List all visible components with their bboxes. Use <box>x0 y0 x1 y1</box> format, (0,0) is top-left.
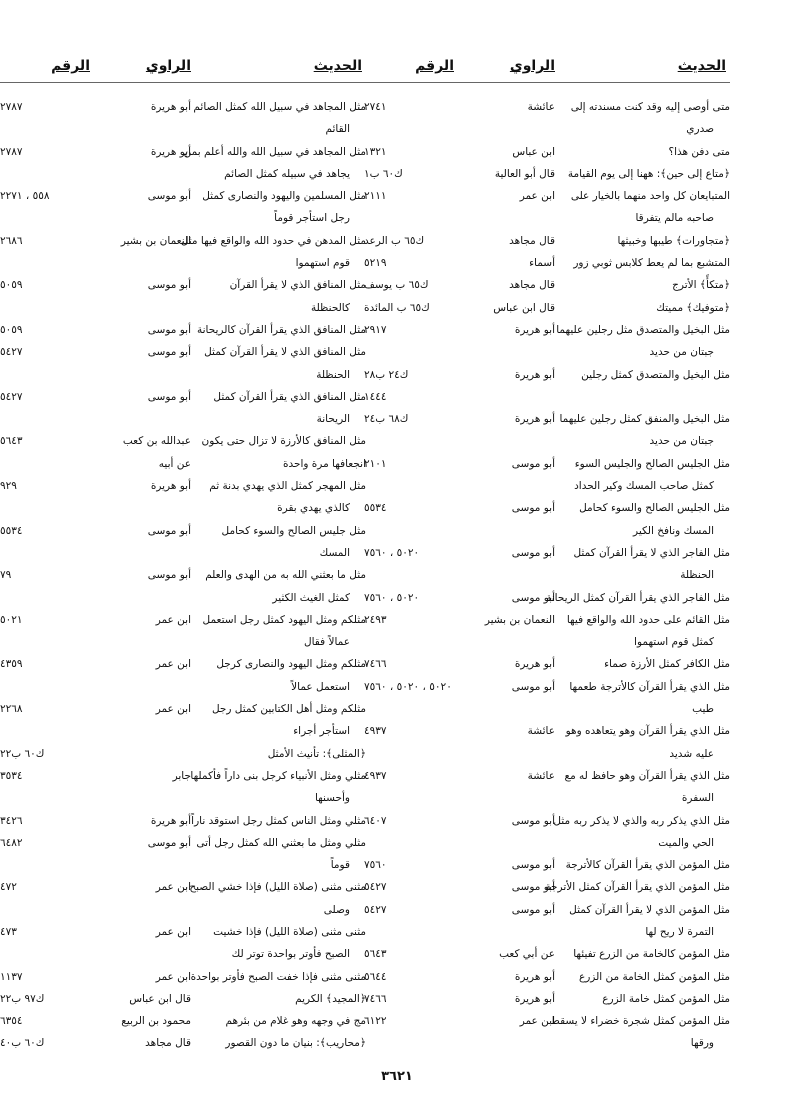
reference-number: ٧٥٦٠ <box>364 859 387 872</box>
hadith-text: ﴿متوفيك﴾ مميتك <box>656 301 730 314</box>
reference-number: ٥٦٤٤ <box>364 970 387 983</box>
index-entry <box>362 97 730 119</box>
hadith-text: مثل المهجر كمثل الذي يهدي بدنة ثم <box>209 480 366 493</box>
index-entry <box>362 744 730 766</box>
hadith-text: الحنظلة <box>680 569 714 582</box>
narrator-name: أبو موسى <box>147 569 191 582</box>
narrator-name: عن أبيه <box>158 457 191 470</box>
hadith-text: كالحنظلة <box>310 301 350 314</box>
hadith-text: مثل الفاجر الذي يقرأ القرآن كمثل الريحانة <box>546 591 730 604</box>
index-entry <box>0 320 366 342</box>
index-entry <box>362 342 730 364</box>
hadith-text: مثل المؤمن كالخامة من الزرع تفيئها <box>573 948 730 961</box>
hadith-text: مثلي ومثل الناس كمثل رجل استوقد ناراً <box>191 814 366 827</box>
index-entry <box>0 231 366 253</box>
narrator-name: عن أبي كعب <box>499 948 555 961</box>
index-entry <box>362 454 730 476</box>
hadith-text: وأحسنها <box>314 792 350 805</box>
index-entry <box>0 766 366 788</box>
reference-number: ٥٤٢٧ <box>0 390 23 403</box>
narrator-name: أبو هريرة <box>514 970 555 983</box>
hadith-text: ﴿محاريب﴾: بنيان ما دون القصور <box>225 1037 366 1050</box>
hadith-text: مثل المؤمن الذي لا يقرأ القرآن كمثل <box>569 903 730 916</box>
index-entry <box>362 632 730 654</box>
index-entry <box>0 744 366 766</box>
narrator-name: أبو موسى <box>147 190 191 203</box>
index-entry <box>0 119 366 141</box>
index-entry <box>362 476 730 498</box>
index-entry <box>0 253 366 275</box>
index-entry <box>0 855 366 877</box>
reference-number: ٧٩ <box>0 569 12 582</box>
index-entry <box>0 409 366 431</box>
index-entry <box>362 186 730 208</box>
header-number: الرقم <box>51 58 90 74</box>
narrator-name: أبو موسى <box>511 680 555 693</box>
index-entry <box>0 498 366 520</box>
hadith-text: مثل المنافق كالأرزة لا تزال حتى يكون <box>201 435 366 448</box>
hadith-text: وصلى <box>323 903 350 916</box>
index-entry <box>0 298 366 320</box>
column-header <box>0 58 366 82</box>
index-entry <box>0 387 366 409</box>
index-entry <box>362 989 730 1011</box>
narrator-name: عبدالله بن كعب <box>122 435 191 448</box>
reference-number: ك٦٠ ب٤٠ <box>0 1037 45 1050</box>
narrator-name: ابن عباس <box>512 145 555 158</box>
narrator-name: أبو موسى <box>511 502 555 515</box>
right-column <box>362 58 730 1056</box>
index-entry <box>0 164 366 186</box>
reference-number: ٢٧٤١ <box>364 101 387 113</box>
hadith-text: كالذي يهدي بقرة <box>277 502 350 515</box>
hadith-text: السفرة <box>681 792 714 805</box>
hadith-text: مثل المنافق الذي يقرأ القرآن كالريحانة <box>196 323 366 336</box>
narrator-name: قال مجاهد <box>509 279 555 292</box>
header-divider <box>0 82 366 83</box>
hadith-text: مثل المؤمن كمثل شجرة خضراء لا يسقط <box>550 1015 730 1028</box>
narrator-name: النعمان بن بشير <box>120 234 191 247</box>
reference-number: ٥٥٨ ، ٢٢٧١ <box>0 190 50 203</box>
index-entry <box>362 677 730 699</box>
reference-number: ٢٧٨٧ <box>0 145 23 158</box>
index-entry <box>0 1033 366 1055</box>
index-entry <box>0 699 366 721</box>
narrator-name: أبو موسى <box>511 546 555 559</box>
index-entry <box>362 521 730 543</box>
index-entry <box>0 342 366 364</box>
narrator-name: أسماء <box>529 257 555 270</box>
hadith-text: مثل القائم على حدود الله والواقع فيها <box>566 613 730 626</box>
index-entry <box>362 164 730 186</box>
narrator-name: أبو هريرة <box>514 992 555 1005</box>
hadith-text: مثل الذي يقرأ القرآن وهو حافظ له مع <box>564 769 730 782</box>
narrator-name: أبو موسى <box>511 881 555 894</box>
hadith-text: مثل الجليس الصالح والجليس السوء <box>574 457 730 470</box>
index-entry <box>0 610 366 632</box>
reference-number: ٧٤٦٦ <box>364 992 387 1005</box>
hadith-text: مثل المسلمين واليهود والنصارى كمثل <box>202 190 366 203</box>
hadith-text: ﴿المجيد﴾ الكريم <box>295 992 366 1005</box>
hadith-text: عليه شديد <box>669 747 714 760</box>
reference-number: ٦٤٨٢ <box>0 836 23 849</box>
index-entry <box>362 811 730 833</box>
hadith-text: مثل الكافر كمثل الأرزة صماء <box>604 658 730 671</box>
hadith-text: مثل جليس الصالح والسوء كحامل <box>221 524 366 537</box>
index-entry <box>0 1011 366 1033</box>
hadith-text: المسك <box>319 546 350 559</box>
hadith-text: مثنى مثنى (صلاة الليل) فإذا خشي الصبح <box>189 881 366 894</box>
hadith-text: مثل المنافق الذي يقرأ القرآن كمثل <box>213 390 366 403</box>
reference-number: ك٩٧ ب٢٢ <box>0 992 45 1005</box>
index-entry <box>0 365 366 387</box>
hadith-text: قوماً <box>330 859 350 872</box>
narrator-name: أبو موسى <box>147 390 191 403</box>
hadith-text: مثل البخيل والمتصدق كمثل رجلين <box>581 368 730 381</box>
hadith-text: مج في وجهه وهو غلام من بئرهم <box>225 1015 366 1028</box>
left-column <box>0 58 366 1056</box>
reference-number: ك٢٤ ب٢٨ <box>364 368 409 381</box>
index-entry <box>0 967 366 989</box>
reference-number: ٩٢٩ <box>0 480 17 493</box>
index-entry <box>0 521 366 543</box>
hadith-text: مثلي ومثل ما بعثني الله كمثل رجل أتى <box>196 836 366 849</box>
narrator-name: أبو هريرة <box>514 413 555 426</box>
index-entry <box>362 275 730 297</box>
index-entry <box>362 1033 730 1055</box>
index-entry <box>362 142 730 164</box>
index-entry <box>0 922 366 944</box>
index-entry <box>362 543 730 565</box>
hadith-text: ورقها <box>690 1037 714 1050</box>
index-entry <box>362 409 730 431</box>
index-entry <box>362 231 730 253</box>
hadith-text: رجل استأجر قوماً <box>274 212 350 225</box>
reference-number: ٥٢١٩ <box>364 257 387 270</box>
index-entry <box>362 922 730 944</box>
reference-number: ك٦٥ ب المائدة <box>364 301 430 314</box>
hadith-text: مثل المنافق الذي لا يقرأ القرآن <box>229 279 366 292</box>
hadith-text: مثلكم ومثل أهل الكتابين كمثل رجل <box>211 703 366 716</box>
index-entry <box>362 119 730 141</box>
reference-number: ٢٤٩٣ <box>364 613 387 626</box>
header-divider <box>362 82 730 83</box>
narrator-name: أبو موسى <box>511 859 555 872</box>
reference-number: ١٣٢١ <box>364 145 387 158</box>
hadith-text: مثل المجاهد في سبيل الله كمثل الصائم <box>193 101 366 113</box>
hadith-text: مثل البخيل والمتصدق مثل رجلين عليهما <box>556 323 730 336</box>
narrator-name: أبو موسى <box>511 457 555 470</box>
narrator-name: أبو هريرة <box>514 658 555 671</box>
reference-number: ٢١١١ <box>364 190 387 203</box>
reference-number: ٤٧٣ <box>0 925 17 938</box>
narrator-name: عائشة <box>527 101 555 113</box>
hadith-text: مثل الفاجر الذي لا يقرأ القرآن كمثل <box>573 546 730 559</box>
index-entry <box>0 543 366 565</box>
hadith-text: مثل الذي يذكر ربه والذي لا يذكر ربه مثل <box>553 814 730 827</box>
index-entry <box>362 498 730 520</box>
narrator-name: أبو هريرة <box>514 323 555 336</box>
index-entry <box>362 766 730 788</box>
narrator-name: النعمان بن بشير <box>484 613 555 626</box>
narrator-name: أبو موسى <box>147 279 191 292</box>
index-entry <box>0 811 366 833</box>
reference-number: ك٦٥ ب يوسف <box>364 279 429 292</box>
narrator-name: قال أبو العالية <box>494 167 555 180</box>
reference-number: ٢٦٨٦ <box>0 234 23 247</box>
reference-number: ٤٣٥٩ <box>0 658 23 671</box>
hadith-text: الصبح فأوتر بواحدة توتر لك <box>231 948 350 961</box>
narrator-name: أبو موسى <box>147 836 191 849</box>
narrator-name: قال ابن عباس <box>129 992 191 1005</box>
index-entry <box>0 833 366 855</box>
hadith-text: طيب <box>692 703 714 716</box>
hadith-text: انجعافها مرة واحدة <box>282 457 366 470</box>
narrator-name: أبو هريرة <box>150 145 191 158</box>
index-entry <box>0 721 366 743</box>
index-entry <box>362 788 730 810</box>
reference-number: ٥٦٤٣ <box>364 948 387 961</box>
hadith-text: كمثل قوم استهموا <box>634 636 714 649</box>
page-number: ٣٦٢١ <box>381 1069 413 1084</box>
reference-number: ٤٩٣٧ <box>364 769 387 782</box>
reference-number: ٦١٢٢ <box>364 1015 387 1028</box>
index-entry <box>362 877 730 899</box>
reference-number: ٣٤٢٦ <box>0 814 23 827</box>
reference-number: ٤٩٣٧ <box>364 725 387 738</box>
index-entry <box>0 476 366 498</box>
reference-number: ٥٤٢٧ <box>364 881 387 894</box>
hadith-text: متى دفن هذا؟ <box>668 145 730 158</box>
narrator-name: ابن عمر <box>155 881 191 894</box>
hadith-text: كمثل صاحب المسك وكير الحداد <box>574 480 714 493</box>
index-entry <box>362 565 730 587</box>
hadith-text: عمالاً فقال <box>303 636 350 649</box>
reference-number: ٥٠٥٩ <box>0 279 23 292</box>
hadith-text: مثل المنافق الذي لا يقرأ القرآن كمثل <box>204 346 366 359</box>
index-entry <box>362 721 730 743</box>
reference-number: ٣٥٣٤ <box>0 769 23 782</box>
hadith-text: كمثل الغيث الكثير <box>272 591 350 604</box>
hadith-text: الريحانة <box>316 413 350 426</box>
hadith-text: جبتان من حديد <box>649 435 714 448</box>
reference-number: ١٤٤٤ <box>364 390 387 403</box>
narrator-name: ابن عمر <box>519 1015 555 1028</box>
hadith-text: الحي والميت <box>658 836 714 849</box>
column-header <box>362 58 730 82</box>
reference-number: ٢١٠١ <box>364 457 387 470</box>
entry-list <box>362 97 730 1056</box>
narrator-name: أبو موسى <box>511 903 555 916</box>
narrator-name: أبو موسى <box>511 814 555 827</box>
narrator-name: محمود بن الربيع <box>121 1015 191 1028</box>
hadith-text: مثل البخيل والمنفق كمثل رجلين عليهما <box>559 413 730 426</box>
index-entry <box>362 855 730 877</box>
index-entry <box>0 588 366 610</box>
index-entry <box>362 833 730 855</box>
header-hadith: الحديث <box>677 58 726 74</box>
reference-number: ٢٢٦٨ <box>0 703 23 716</box>
index-entry <box>362 1011 730 1033</box>
index-entry <box>0 186 366 208</box>
index-entry <box>362 967 730 989</box>
index-entry <box>0 565 366 587</box>
index-entry <box>362 387 730 409</box>
hadith-text: استأجر أجراء <box>293 725 350 738</box>
reference-number: ك٦٠ ب١ <box>364 167 403 180</box>
reference-number: ٢٧٨٧ <box>0 101 23 113</box>
index-entry <box>362 900 730 922</box>
reference-number: ٥٠٢٠ ، ٧٥٦٠ <box>364 546 420 559</box>
hadith-text: مثلكم ومثل اليهود كمثل رجل استعمل <box>202 613 366 626</box>
narrator-name: ابن عمر <box>155 925 191 938</box>
index-entry <box>0 142 366 164</box>
index-entry <box>0 677 366 699</box>
hadith-text: مثنى مثنى (صلاة الليل) فإذا خشيت <box>213 925 366 938</box>
hadith-text: ﴿المثلى﴾: تأنيث الأمثل <box>267 747 366 760</box>
narrator-name: عائشة <box>527 769 555 782</box>
index-entry <box>0 900 366 922</box>
index-entry <box>0 275 366 297</box>
narrator-name: قال ابن عباس <box>493 301 555 314</box>
hadith-text: مثل المؤمن الذي يقرأ القرآن كالأترجة <box>565 859 730 872</box>
hadith-text: مثل المؤمن كمثل خامة الزرع <box>602 992 730 1005</box>
reference-number: ٥٤٢٧ <box>0 346 23 359</box>
hadith-text: المسك ونافخ الكير <box>633 524 714 537</box>
reference-number: ٧٤٦٦ <box>364 658 387 671</box>
reference-number: ٦٤٠٧ <box>364 814 387 827</box>
narrator-name: ابن عمر <box>155 613 191 626</box>
narrator-name: قال مجاهد <box>145 1037 191 1050</box>
narrator-name: ابن عمر <box>155 658 191 671</box>
narrator-name: جابر <box>172 769 191 782</box>
index-entry <box>362 320 730 342</box>
index-entry <box>0 632 366 654</box>
index-entry <box>0 989 366 1011</box>
entry-list <box>0 97 366 1056</box>
hadith-text: المتشبع بما لم يعط كلابس ثوبي زور <box>573 257 730 270</box>
hadith-text: متى أوصى إليه وقد كنت مسندته إلى <box>570 101 730 113</box>
index-entry <box>362 944 730 966</box>
hadith-text: مثل الذي يقرأ القرآن وهو يتعاهده وهو <box>565 725 730 738</box>
index-entry <box>0 788 366 810</box>
hadith-text: مثل الذي يقرأ القرآن كالأترجة طعمها <box>569 680 730 693</box>
index-entry <box>362 699 730 721</box>
index-entry <box>362 298 730 320</box>
hadith-text: قوم استهموا <box>295 257 350 270</box>
reference-number: ٥٥٣٤ <box>364 502 387 515</box>
narrator-name: عائشة <box>527 725 555 738</box>
hadith-text: ﴿متكأً﴾ الأترج <box>672 279 730 292</box>
header-narrator: الراوي <box>509 58 555 74</box>
index-entry <box>362 431 730 453</box>
index-entry <box>362 610 730 632</box>
hadith-text: مثل ما بعثني الله به من الهدى والعلم <box>205 569 366 582</box>
reference-number: ٥٠٢٠ ، ٥٠٢٠ ، ٧٥٦٠ <box>364 680 452 693</box>
reference-number: ٤٧٢ <box>0 881 17 894</box>
hadith-text: ﴿متاع إلى حين﴾: ههنا إلى يوم القيامة <box>567 167 730 180</box>
reference-number: ك٦٨ ب٢٤ <box>364 413 409 426</box>
narrator-name: أبو هريرة <box>514 368 555 381</box>
index-entry <box>0 877 366 899</box>
narrator-name: أبو موسى <box>511 591 555 604</box>
hadith-text: جبتان من حديد <box>649 346 714 359</box>
index-entry <box>362 588 730 610</box>
index-entry <box>362 253 730 275</box>
hadith-text: مثنى مثنى فإذا خفت الصبح فأوتر بواحدة <box>190 970 366 983</box>
narrator-name: أبو موسى <box>147 524 191 537</box>
index-entry <box>0 654 366 676</box>
reference-number: ك٦٠ ب٢٢ <box>0 747 45 760</box>
index-entry <box>362 208 730 230</box>
index-entry <box>0 431 366 453</box>
hadith-text: مثلكم ومثل اليهود والنصارى كرجل <box>216 658 366 671</box>
index-entry <box>0 208 366 230</box>
reference-number: ٢٩١٧ <box>364 323 387 336</box>
hadith-text: ﴿متجاورات﴾ طيبها وخبيثها <box>617 234 730 247</box>
narrator-name: أبو موسى <box>147 323 191 336</box>
hadith-text: مثلي ومثل الأنبياء كرجل بنى داراً فأكملها <box>190 769 366 782</box>
index-entry <box>0 454 366 476</box>
reference-number: ٦٣٥٤ <box>0 1015 23 1028</box>
index-entry <box>362 365 730 387</box>
header-hadith: الحديث <box>313 58 362 74</box>
header-number: الرقم <box>415 58 454 74</box>
index-entry <box>0 944 366 966</box>
hadith-text: صاحبه مالم يتفرقا <box>635 212 714 225</box>
hadith-text: مثل المدهن في حدود الله والواقع فيها مثل <box>180 234 366 247</box>
narrator-name: أبو هريرة <box>150 101 191 113</box>
hadith-text: مثل المؤمن الذي يقرأ القرآن كمثل الأترجة <box>545 881 730 894</box>
header-narrator: الراوي <box>145 58 191 74</box>
hadith-text: الحنظلة <box>316 368 350 381</box>
narrator-name: قال مجاهد <box>509 234 555 247</box>
narrator-name: أبو هريرة <box>150 480 191 493</box>
reference-number: ٥٠٢١ <box>0 613 23 626</box>
reference-number: ٥٤٢٧ <box>364 903 387 916</box>
index-entry <box>362 654 730 676</box>
narrator-name: أبو موسى <box>147 346 191 359</box>
reference-number: ٥٠٥٩ <box>0 323 23 336</box>
hadith-text: القائم <box>325 123 350 136</box>
narrator-name: أبو هريرة <box>150 814 191 827</box>
reference-number: ١١٣٧ <box>0 970 23 983</box>
hadith-text: مثل الجليس الصالح والسوء كحامل <box>579 502 730 515</box>
hadith-text: استعمل عمالاً <box>291 680 350 693</box>
narrator-name: ابن عمر <box>155 703 191 716</box>
reference-number: ٥٠٢٠ ، ٧٥٦٠ <box>364 591 420 604</box>
hadith-text: صدري <box>686 123 714 136</box>
reference-number: ٥٥٣٤ <box>0 524 23 537</box>
narrator-name: ابن عمر <box>519 190 555 203</box>
hadith-text: مثل المجاهد في سبيل الله والله أعلم بمن <box>183 145 366 158</box>
index-entry <box>0 97 366 119</box>
hadith-text: المتبايعان كل واحد منهما بالخيار على <box>570 190 730 203</box>
narrator-name: ابن عمر <box>155 970 191 983</box>
hadith-text: مثل المؤمن كمثل الخامة من الزرع <box>578 970 730 983</box>
reference-number: ك٦٥ ب الرعد <box>364 234 425 247</box>
hadith-text: يجاهد في سبيله كمثل الصائم <box>224 167 350 180</box>
hadith-text: التمرة لا ريح لها <box>645 925 714 938</box>
reference-number: ٥٦٤٣ <box>0 435 23 448</box>
